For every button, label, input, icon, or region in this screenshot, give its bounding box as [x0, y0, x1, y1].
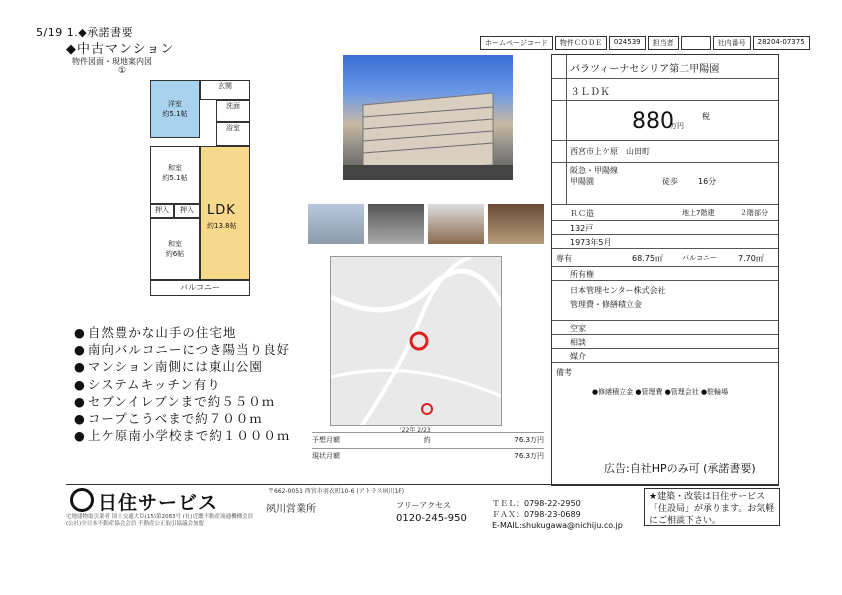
- thumbnail-photo: [368, 204, 424, 244]
- company-code-label: 社内番号: [713, 36, 751, 50]
- info-row-structure: ＲＣ造 地上7階建 ２階部分: [552, 205, 778, 221]
- info-row-area: 専有 68.75㎡ バルコニー 7.70㎡: [552, 249, 778, 267]
- company-code: 28204-07375: [753, 36, 810, 50]
- info-row-remarks: 備考 ●修繕積立金 ●管理費 ●管理会社 ●駐輪場: [556, 368, 729, 396]
- tel: ＴＥＬ：0798-22-2950: [492, 499, 581, 508]
- info-row-transaction: 媒介: [552, 349, 778, 363]
- info-row-units: 132戸: [552, 221, 778, 235]
- room-entrance: 玄関: [200, 80, 250, 100]
- feature-item: ● 自然豊かな山手の住宅地: [74, 324, 290, 341]
- thumbnail-photo: [428, 204, 484, 244]
- floorplan-caption: 物件図面・現地案内図: [72, 57, 152, 66]
- email: E-MAIL:shukugawa@nichiju.co.jp: [492, 521, 623, 530]
- info-row-access: 阪急・甲陽線 甲陽園 徒歩 16分: [552, 163, 778, 205]
- floor-plan: [150, 80, 250, 280]
- info-row-handover: 相談: [552, 335, 778, 349]
- property-code: 024539: [609, 36, 646, 50]
- brand-logo-icon: [70, 488, 94, 512]
- info-row-name: パラツィーナセシリア第二甲陽園: [552, 55, 778, 79]
- room-japanese-2: 和室 約6帖: [150, 218, 200, 280]
- free-access-label: フリーアクセス: [396, 501, 452, 510]
- promo-note: 広告:自社HPのみ可 (承諾書要): [604, 462, 756, 475]
- property-code-label: 物件ＣＯＤＥ: [555, 36, 607, 50]
- header-subtitle: ◆中古マンション: [66, 42, 175, 57]
- free-access-number: 0120-245-950: [396, 513, 467, 524]
- feature-item: ● 上ケ原南小学校まで約１０００ｍ: [74, 427, 290, 444]
- room-washroom: 洗面: [216, 100, 250, 122]
- footer-address: 〒662-0051 西宮市羽衣町10-6 (アトラス夙川1F): [268, 488, 405, 495]
- header-date: 5/19: [36, 26, 63, 39]
- feature-item: ● マンション南側には東山公園: [74, 358, 290, 375]
- info-row-management: 日本管理センター株式会社 管理費・修繕積立金: [552, 281, 778, 321]
- brand-logo: 日住サービス: [98, 492, 219, 514]
- header-heading: 1.◆承諾書要: [66, 26, 134, 39]
- map-illustration: [331, 257, 502, 426]
- building-photo: [343, 55, 513, 180]
- hp-code-label: ホームページコード: [480, 36, 553, 50]
- room-ldk: LDK 約13.8帖: [200, 146, 250, 280]
- room-western: 洋室 約5.1帖: [150, 80, 200, 138]
- price-row: 現状月額 76.3万円: [312, 448, 544, 464]
- agent: [681, 36, 711, 50]
- compass-icon: ①: [118, 66, 127, 76]
- branch-name: 夙川営業所: [266, 504, 316, 515]
- info-row-address: 西宮市上ケ原 山田町: [552, 141, 778, 163]
- feature-item: ● システムキッチン有り: [74, 376, 290, 393]
- info-row-layout: ３ＬＤＫ: [552, 79, 778, 101]
- balcony: バルコニー: [150, 280, 250, 296]
- room-bath: 浴室: [216, 122, 250, 146]
- property-info-table: [551, 54, 779, 486]
- agent-label: 担当者: [648, 36, 679, 50]
- room-japanese-1: 和室 約5.1帖: [150, 146, 200, 204]
- closet-1: 押入: [150, 204, 174, 218]
- info-row-current: 空家: [552, 321, 778, 335]
- contact-info: [492, 498, 623, 531]
- building-illustration: [343, 55, 513, 180]
- feature-item: ● 南向バルコニーにつき陽当り良好: [74, 341, 290, 358]
- info-row-price: 880 万円 税: [552, 101, 778, 141]
- thumbnail-photo: [488, 204, 544, 244]
- promo-box: ★建築・改装は日住サービス「住設局」が承ります。お気軽にご相談下さい。: [644, 488, 780, 526]
- info-row-built: 1973年5月: [552, 235, 778, 249]
- license-text: 宅地建物取引業者 国土交通大臣(15)第2083号 (社)近畿不動産流通機構会員 (公社)全日本不動産協会会員 不動産公正取引協議会加盟: [66, 514, 254, 527]
- info-row-land: 所有権: [552, 267, 778, 281]
- top-strip: [480, 36, 812, 50]
- feature-item: ● セブンイレブンまで約５５０ｍ: [74, 393, 290, 410]
- thumbnail-photo: [308, 204, 364, 244]
- feature-list: [74, 324, 290, 444]
- fax: ＦＡＸ：0798-23-0689: [492, 510, 581, 519]
- map-date: '22年 2/23: [400, 427, 431, 434]
- location-map: [330, 256, 502, 426]
- price-row: 予想月額 約 76.3万円: [312, 432, 544, 448]
- closet-2: 押入: [174, 204, 200, 218]
- feature-item: ● コープこうべまで約７００ｍ: [74, 410, 290, 427]
- price-table: [312, 432, 544, 464]
- map-pin-icon: [411, 333, 427, 349]
